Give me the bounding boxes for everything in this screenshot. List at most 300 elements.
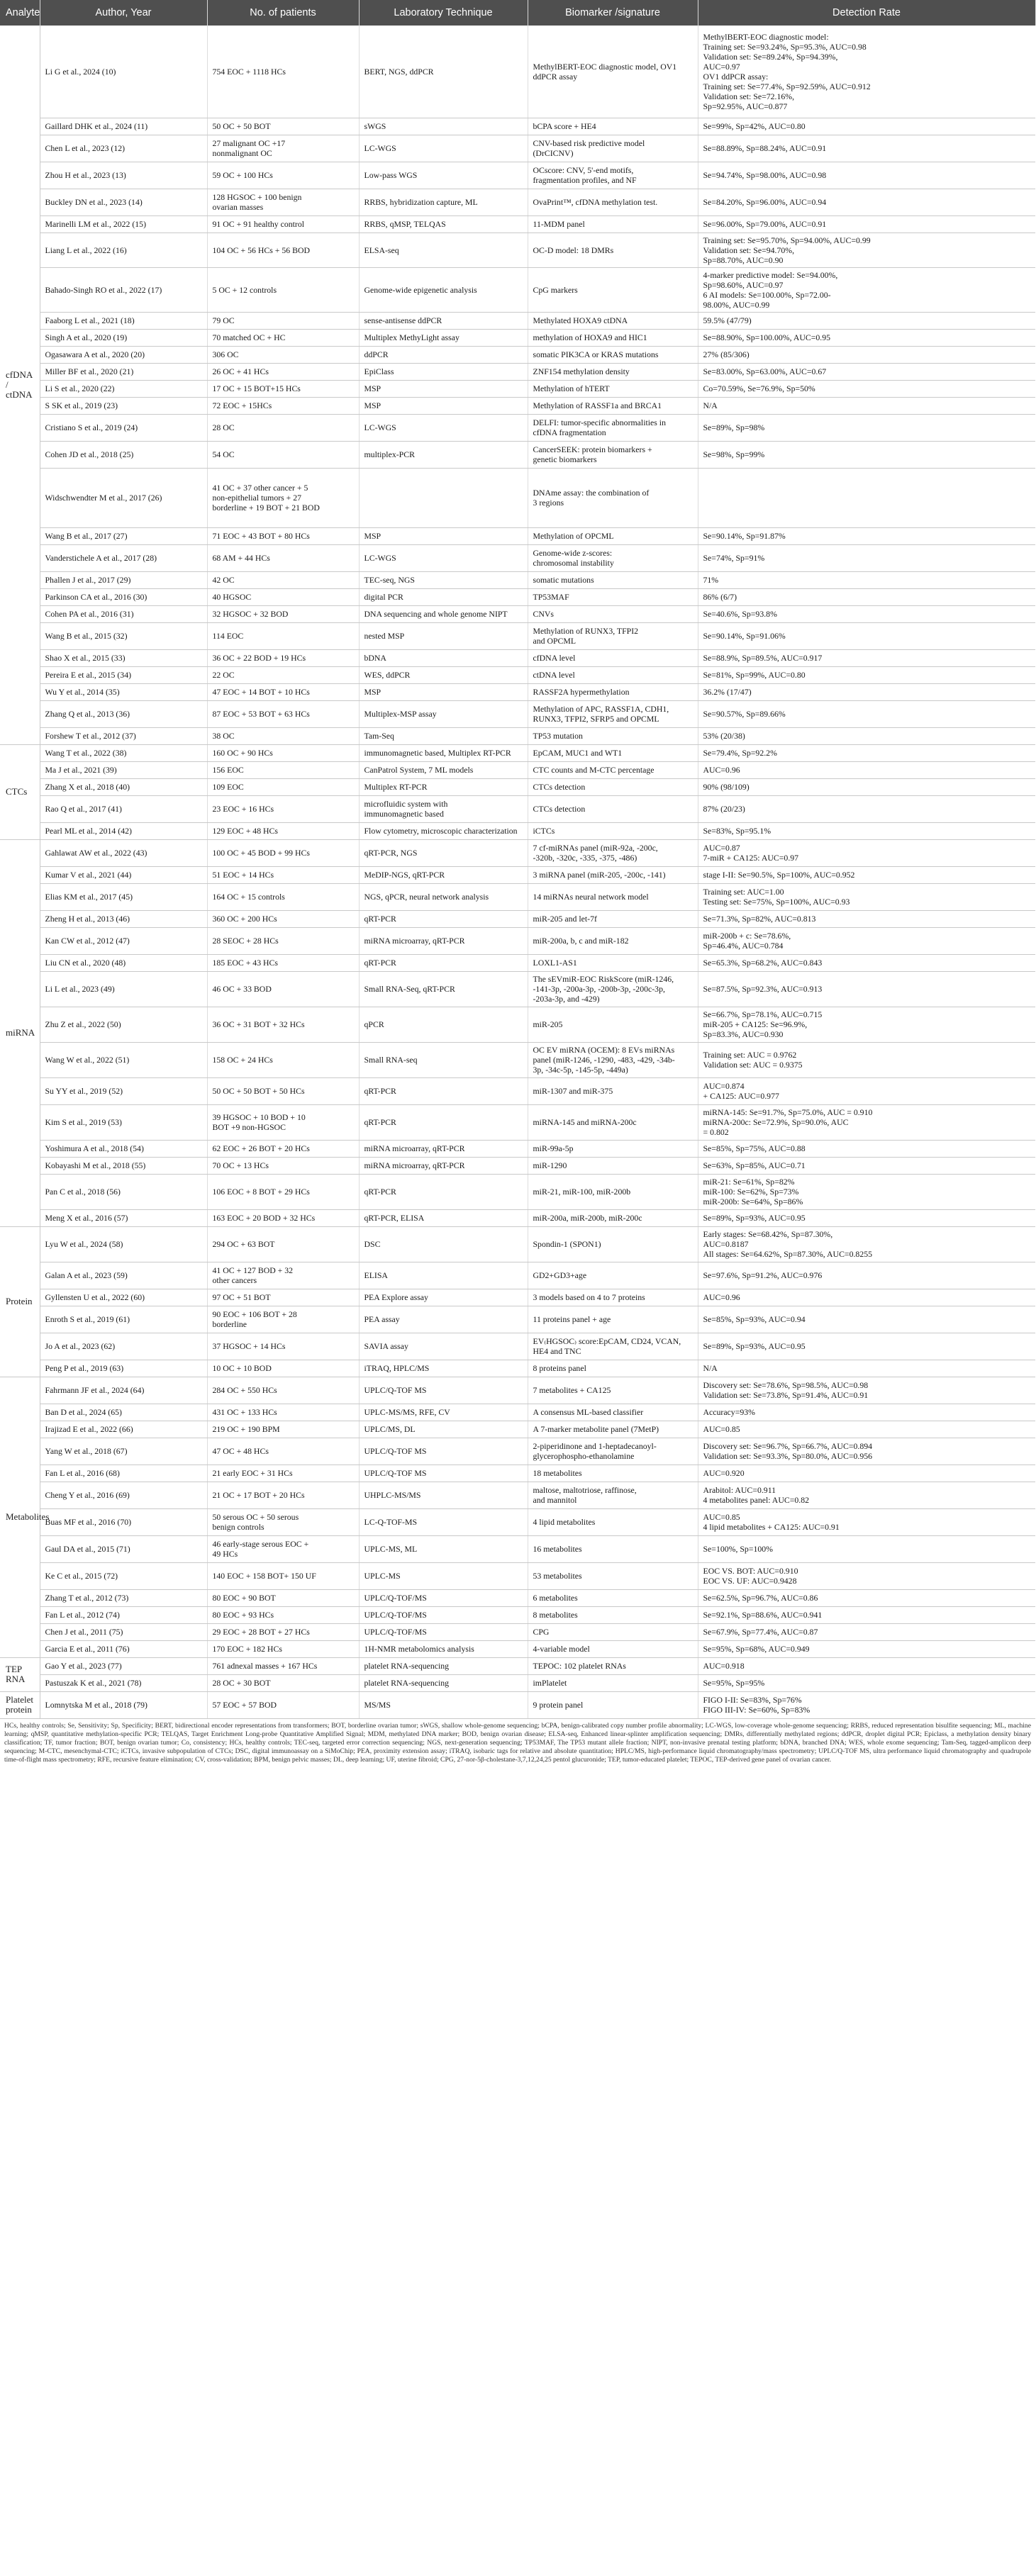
author-year-cell: Galan A et al., 2023 (59) — [40, 1262, 207, 1289]
author-year-cell: Fan L et al., 2016 (68) — [40, 1465, 207, 1482]
detection-rate-cell-line: Se=95%, Sp=68%, AUC=0.949 — [703, 1644, 810, 1654]
detection-rate-cell — [698, 1562, 1035, 1589]
author-year-cell: Kumar V et al., 2021 (44) — [40, 866, 207, 883]
patients-cell-line: 754 EOC + 1118 HCs — [212, 66, 286, 77]
patients-cell-line: 91 OC + 91 healthy control — [212, 219, 305, 229]
author-year-cell: Kobayashi M et al., 2018 (55) — [40, 1157, 207, 1174]
detection-rate-cell — [698, 441, 1035, 468]
detection-rate-cell — [698, 1404, 1035, 1421]
author-year-cell: Pastuszak K et al., 2021 (78) — [40, 1674, 207, 1691]
technique-cell — [359, 1377, 528, 1404]
detection-rate-cell-line: Se=88.90%, Sp=100.00%, AUC=0.95 — [703, 332, 831, 342]
detection-rate-cell-line: Discovery set: Se=78.6%, Sp=98.5%, AUC=0.98 — [703, 1380, 869, 1390]
detection-rate-cell-line: Se=97.6%, Sp=91.2%, AUC=0.976 — [703, 1270, 823, 1280]
technique-cell — [359, 1174, 528, 1209]
detection-rate-cell-line: Se=88.89%, Sp=88.24%, AUC=0.91 — [703, 143, 827, 153]
biomarker-cell — [528, 1042, 698, 1077]
technique-cell-line: miRNA microarray, qRT-PCR — [364, 936, 465, 946]
table-row — [0, 397, 1035, 414]
detection-rate-cell-line: Sp=46.4%, AUC=0.784 — [703, 941, 784, 951]
author-year-cell: Yoshimura A et al., 2018 (54) — [40, 1140, 207, 1157]
table-row — [0, 441, 1035, 468]
biomarker-cell-line: 2-piperidinone and 1-heptadecanoyl- — [533, 1441, 657, 1451]
patients-cell — [207, 1482, 359, 1508]
biomarker-cell-line: Methylation of RUNX3, TFPI2 — [533, 626, 639, 636]
biomarker-cell — [528, 397, 698, 414]
technique-cell-line: Small RNA-seq — [364, 1055, 418, 1065]
analyte-cell: Protein — [0, 1226, 40, 1377]
detection-rate-cell — [698, 135, 1035, 162]
technique-cell — [359, 1333, 528, 1360]
detection-rate-cell-line: Se=96.00%, Sp=79.00%, AUC=0.91 — [703, 219, 827, 229]
detection-rate-cell-line: Validation set: AUC = 0.9375 — [703, 1060, 803, 1070]
author-year-cell: Faaborg L et al., 2021 (18) — [40, 312, 207, 329]
author-year-cell: Zhang Q et al., 2013 (36) — [40, 700, 207, 727]
technique-cell-line: miRNA microarray, qRT-PCR — [364, 1160, 465, 1170]
biomarker-cell — [528, 1535, 698, 1562]
detection-rate-cell — [698, 954, 1035, 971]
patients-cell-line: 21 early EOC + 31 HCs — [212, 1468, 293, 1478]
biomarker-cell — [528, 1262, 698, 1289]
technique-cell — [359, 744, 528, 761]
table-row — [0, 1404, 1035, 1421]
detection-rate-cell-line: Training set: Se=95.70%, Sp=94.00%, AUC=0.99 — [703, 235, 871, 245]
patients-cell — [207, 649, 359, 666]
technique-cell — [359, 588, 528, 605]
detection-rate-cell-line: All stages: Se=64.62%, Sp=87.30%, AUC=0.8255 — [703, 1249, 873, 1259]
patients-cell — [207, 1535, 359, 1562]
biomarker-cell — [528, 1562, 698, 1589]
technique-cell-line: BERT, NGS, ddPCR — [364, 66, 434, 77]
biomarker-cell — [528, 414, 698, 441]
detection-rate-cell — [698, 1042, 1035, 1077]
technique-cell-line: UPLC/Q-TOF/MS — [364, 1610, 427, 1620]
table-row — [0, 1421, 1035, 1438]
biomarker-cell-line: 4-variable model — [533, 1644, 590, 1654]
technique-cell — [359, 1482, 528, 1508]
detection-rate-cell — [698, 1589, 1035, 1606]
detection-rate-cell-line: 36.2% (17/47) — [703, 687, 752, 697]
table-row — [0, 1691, 1035, 1718]
patients-cell-line: 36 OC + 31 BOT + 32 HCs — [212, 1019, 305, 1029]
biomarker-cell-line: DNAme assay: the combination of — [533, 488, 650, 498]
patients-cell-line: 36 OC + 22 BOD + 19 HCs — [212, 653, 306, 663]
patients-cell — [207, 1674, 359, 1691]
detection-rate-cell-line: FIGO III-IV: Se=60%, Sp=83% — [703, 1705, 811, 1715]
biomarker-cell — [528, 1691, 698, 1718]
biomarker-cell — [528, 605, 698, 622]
patients-cell-line: borderline — [212, 1319, 247, 1329]
biomarker-cell-line: miR-200a, b, c and miR-182 — [533, 936, 629, 946]
author-year-cell: Ke C et al., 2015 (72) — [40, 1562, 207, 1589]
biomarker-cell-line: somatic mutations — [533, 575, 594, 585]
technique-cell-line: platelet RNA-sequencing — [364, 1678, 450, 1688]
technique-cell — [359, 1226, 528, 1262]
patients-cell-line: 5 OC + 12 controls — [212, 284, 277, 295]
patients-cell — [207, 1209, 359, 1226]
patients-cell — [207, 1623, 359, 1640]
biomarker-cell-line: iCTCs — [533, 826, 555, 836]
detection-rate-cell-line: AUC=0.97 — [703, 61, 740, 72]
biomarker-cell — [528, 1404, 698, 1421]
biomarker-cell — [528, 1104, 698, 1140]
biomarker-cell — [528, 1226, 698, 1262]
technique-cell — [359, 1508, 528, 1535]
technique-cell — [359, 1289, 528, 1306]
technique-cell-line: UPLC-MS/MS, RFE, CV — [364, 1407, 450, 1417]
table-row — [0, 910, 1035, 927]
analyte-cell: miRNA — [0, 839, 40, 1226]
patients-cell — [207, 1226, 359, 1262]
header-patients: No. of patients — [207, 0, 359, 26]
technique-cell — [359, 1535, 528, 1562]
detection-rate-cell — [698, 1226, 1035, 1262]
biomarker-cell — [528, 527, 698, 544]
table-row — [0, 954, 1035, 971]
table-row — [0, 1606, 1035, 1623]
biomarker-cell-line: miR-1307 and miR-375 — [533, 1086, 613, 1096]
biomarker-cell — [528, 1140, 698, 1157]
detection-rate-cell-line: + CA125: AUC=0.977 — [703, 1091, 779, 1101]
patients-cell-line: 80 EOC + 93 HCs — [212, 1610, 274, 1620]
author-year-cell: Widschwendter M et al., 2017 (26) — [40, 468, 207, 527]
biomarker-cell — [528, 26, 698, 118]
author-year-cell: Su YY et al., 2019 (52) — [40, 1077, 207, 1104]
detection-rate-cell-line: Testing set: Se=75%, Sp=100%, AUC=0.93 — [703, 897, 850, 907]
author-year-cell: Zhang T et al., 2012 (73) — [40, 1589, 207, 1606]
biomarker-cell-line: and OPCML — [533, 636, 577, 646]
technique-cell — [359, 527, 528, 544]
biomarker-cell — [528, 1674, 698, 1691]
author-year-cell: S SK et al., 2019 (23) — [40, 397, 207, 414]
patients-cell — [207, 954, 359, 971]
patients-cell-line: 294 OC + 63 BOT — [212, 1239, 275, 1249]
patients-cell — [207, 839, 359, 866]
technique-cell — [359, 700, 528, 727]
patients-cell-line: 41 OC + 37 other cancer + 5 — [212, 483, 308, 493]
biomarker-cell — [528, 1482, 698, 1508]
author-year-cell: Ogasawara A et al., 2020 (20) — [40, 346, 207, 363]
patients-cell-line: 219 OC + 190 BPM — [212, 1424, 280, 1434]
detection-rate-cell — [698, 1438, 1035, 1465]
patients-cell — [207, 1333, 359, 1360]
patients-cell — [207, 441, 359, 468]
table-row — [0, 118, 1035, 135]
detection-rate-cell-line: AUC=0.85 — [703, 1424, 740, 1434]
technique-cell — [359, 267, 528, 312]
author-year-cell: Singh A et al., 2020 (19) — [40, 329, 207, 346]
technique-cell-line: ELSA-seq — [364, 245, 399, 255]
technique-cell-line: NGS, qPCR, neural network analysis — [364, 892, 489, 902]
technique-cell — [359, 1691, 528, 1718]
author-year-cell: Marinelli LM et al., 2022 (15) — [40, 215, 207, 233]
technique-cell — [359, 397, 528, 414]
patients-cell — [207, 329, 359, 346]
technique-cell — [359, 544, 528, 571]
patients-cell — [207, 1077, 359, 1104]
author-year-cell: Pereira E et al., 2015 (34) — [40, 666, 207, 683]
technique-cell — [359, 683, 528, 700]
biomarker-cell — [528, 1465, 698, 1482]
detection-rate-cell-line: AUC=0.918 — [703, 1661, 745, 1671]
author-year-cell: Ma J et al., 2021 (39) — [40, 761, 207, 778]
patients-cell — [207, 1404, 359, 1421]
biomarker-cell-line: 18 metabolites — [533, 1468, 582, 1478]
detection-rate-cell-line: AUC=0.920 — [703, 1468, 745, 1478]
technique-cell — [359, 1623, 528, 1640]
analyte-cell: Platelet protein — [0, 1691, 40, 1718]
table-row — [0, 329, 1035, 346]
biomarker-cell-line: panel (miR-1246, -1290, -483, -429, -34b- — [533, 1055, 675, 1065]
header-author-year: Author, Year — [40, 0, 207, 26]
patients-cell-line: 170 EOC + 182 HCs — [212, 1644, 282, 1654]
biomarker-cell — [528, 380, 698, 397]
detection-rate-cell-line: Se=95%, Sp=95% — [703, 1678, 765, 1688]
detection-rate-cell-line: Validation set: Se=93.3%, Sp=80.0%, AUC=0.956 — [703, 1451, 873, 1461]
table-row — [0, 1589, 1035, 1606]
author-year-cell: Wang W et al., 2022 (51) — [40, 1042, 207, 1077]
table-row — [0, 1360, 1035, 1377]
patients-cell — [207, 571, 359, 588]
biomarker-cell-line: TP53 mutation — [533, 731, 583, 741]
author-year-cell: Irajizad E et al., 2022 (66) — [40, 1421, 207, 1438]
detection-rate-cell-line: Se=85%, Sp=93%, AUC=0.94 — [703, 1314, 806, 1324]
detection-rate-cell-line: 6 AI models: Se=100.00%, Sp=72.00- — [703, 289, 831, 300]
technique-cell — [359, 189, 528, 215]
biomarker-cell-line: 3 miRNA panel (miR-205, -200c, -141) — [533, 870, 666, 880]
biomarker-cell-line: imPlatelet — [533, 1678, 567, 1688]
detection-rate-cell — [698, 1482, 1035, 1508]
detection-rate-cell — [698, 866, 1035, 883]
patients-cell — [207, 883, 359, 910]
technique-cell — [359, 162, 528, 189]
patients-cell — [207, 1042, 359, 1077]
biomarker-cell — [528, 1508, 698, 1535]
detection-rate-cell-line: Accuracy=93% — [703, 1407, 755, 1417]
patients-cell — [207, 588, 359, 605]
detection-rate-cell — [698, 233, 1035, 267]
detection-rate-cell — [698, 971, 1035, 1007]
patients-cell — [207, 1589, 359, 1606]
table-row — [0, 1377, 1035, 1404]
detection-rate-cell-line: Se=83.00%, Sp=63.00%, AUC=0.67 — [703, 366, 827, 376]
detection-rate-cell-line: Se=62.5%, Sp=96.7%, AUC=0.86 — [703, 1593, 818, 1603]
table-row — [0, 1562, 1035, 1589]
technique-cell — [359, 1589, 528, 1606]
biomarker-cell — [528, 215, 698, 233]
patients-cell — [207, 312, 359, 329]
patients-cell — [207, 1657, 359, 1674]
biomarker-cell-line: OCscore: CNV, 5'-end motifs, — [533, 165, 634, 175]
detection-rate-cell-line: Early stages: Se=68.42%, Sp=87.30%, — [703, 1229, 833, 1239]
detection-rate-cell-line: Discovery set: Se=96.7%, Sp=66.7%, AUC=0.894 — [703, 1441, 873, 1451]
patients-cell — [207, 397, 359, 414]
table-row — [0, 683, 1035, 700]
biomarker-cell — [528, 1209, 698, 1226]
detection-rate-cell — [698, 927, 1035, 954]
detection-rate-cell-line: Se=81%, Sp=99%, AUC=0.80 — [703, 670, 806, 680]
detection-rate-cell-line: 86% (6/7) — [703, 592, 737, 602]
patients-cell-line: 761 adnexal masses + 167 HCs — [212, 1661, 318, 1671]
patients-cell-line: 50 serous OC + 50 serous — [212, 1512, 299, 1522]
biomarker-cell — [528, 189, 698, 215]
biomarker-cell-line: EV₍HGSOC₎ score:EpCAM, CD24, VCAN, — [533, 1336, 681, 1346]
technique-cell-line: qPCR — [364, 1019, 384, 1029]
biomarker-cell-line: somatic PIK3CA or KRAS mutations — [533, 349, 659, 359]
table-row — [0, 1306, 1035, 1333]
patients-cell-line: benign controls — [212, 1522, 264, 1532]
biomarker-cell — [528, 744, 698, 761]
patients-cell-line: 32 HGSOC + 32 BOD — [212, 609, 289, 619]
author-year-cell: Elias KM et al., 2017 (45) — [40, 883, 207, 910]
table-row — [0, 1657, 1035, 1674]
patients-cell-line: 46 OC + 33 BOD — [212, 984, 272, 994]
biomarker-cell-line: miR-205 and let-7f — [533, 914, 597, 924]
detection-rate-cell-line: Se=92.1%, Sp=88.6%, AUC=0.941 — [703, 1610, 823, 1620]
technique-cell-line: 1H-NMR metabolomics analysis — [364, 1644, 474, 1654]
detection-rate-cell — [698, 1508, 1035, 1535]
analyte-cell: Metabolites — [0, 1377, 40, 1657]
patients-cell-line: 70 OC + 13 HCs — [212, 1160, 269, 1170]
technique-cell-line: multiplex-PCR — [364, 449, 415, 459]
detection-rate-cell — [698, 1262, 1035, 1289]
author-year-cell: Peng P et al., 2019 (63) — [40, 1360, 207, 1377]
biomarker-cell — [528, 1360, 698, 1377]
table-row — [0, 380, 1035, 397]
biomarker-cell — [528, 954, 698, 971]
technique-cell-line: qRT-PCR — [364, 914, 396, 924]
patients-cell-line: 72 EOC + 15HCs — [212, 401, 272, 410]
table-row — [0, 233, 1035, 267]
table-row — [0, 927, 1035, 954]
patients-cell — [207, 414, 359, 441]
table-row — [0, 1508, 1035, 1535]
technique-cell-line: MS/MS — [364, 1700, 391, 1710]
table-row — [0, 795, 1035, 822]
biomarker-cell — [528, 135, 698, 162]
detection-rate-cell-line: Se=99%, Sp=42%, AUC=0.80 — [703, 121, 806, 131]
biomarker-cell — [528, 544, 698, 571]
biomarker-cell — [528, 1589, 698, 1606]
patients-cell — [207, 118, 359, 135]
detection-rate-cell-line: 27% (85/306) — [703, 349, 750, 359]
detection-rate-cell — [698, 910, 1035, 927]
technique-cell-line: UPLC/Q-TOF/MS — [364, 1627, 427, 1637]
detection-rate-cell — [698, 1333, 1035, 1360]
table-row — [0, 1077, 1035, 1104]
technique-cell-line: PEA Explore assay — [364, 1292, 428, 1302]
technique-cell — [359, 839, 528, 866]
author-year-cell: Lomnytska M et al., 2018 (79) — [40, 1691, 207, 1718]
table-row — [0, 267, 1035, 312]
patients-cell — [207, 761, 359, 778]
technique-cell — [359, 1007, 528, 1042]
patients-cell-line: 128 HGSOC + 100 benign — [212, 192, 302, 202]
patients-cell — [207, 683, 359, 700]
biomarker-cell-line: OvaPrint™, cfDNA methylation test. — [533, 197, 658, 207]
patients-cell — [207, 1438, 359, 1465]
author-year-cell: Wang T et al., 2022 (38) — [40, 744, 207, 761]
patients-cell — [207, 1691, 359, 1718]
detection-rate-cell-line: miRNA-200c: Se=72.9%, Sp=90.0%, AUC — [703, 1117, 849, 1127]
detection-rate-cell — [698, 189, 1035, 215]
table-row — [0, 1226, 1035, 1262]
biomarker-cell-line: 4 lipid metabolites — [533, 1517, 596, 1527]
technique-cell — [359, 1657, 528, 1674]
technique-cell — [359, 927, 528, 954]
patients-cell-line: 29 EOC + 28 BOT + 27 HCs — [212, 1627, 310, 1637]
biomarker-cell-line: HE4 and TNC — [533, 1346, 581, 1356]
detection-rate-cell-line: AUC=0.96 — [703, 765, 740, 775]
detection-rate-cell-line: Se=89%, Sp=93%, AUC=0.95 — [703, 1341, 806, 1351]
table-row — [0, 468, 1035, 527]
technique-cell-line: qRT-PCR — [364, 1187, 396, 1197]
patients-cell-line: 26 OC + 41 HCs — [212, 366, 269, 376]
detection-rate-cell-line: AUC=0.874 — [703, 1081, 745, 1091]
table-row — [0, 1157, 1035, 1174]
patients-cell — [207, 527, 359, 544]
abbreviations-legend: HCs, healthy controls; Se, Sensitivity; Sp, Specificity; BERT, bidirectional encoder representations from transformers; BOT, borderline ovarian tumor; sWGS, shallow whole-genome sequencing; bCPA, benign-calibrated copy number profile abnormality; LC-WGS, low-coverage whole-genome sequencing; RRBS, reduced representation bisulfite sequencing; ML, machine learning; qMSP, quantitative methylation-specific PCR; TELQAS, Target Enrichment Long-probe Quantitative Amplified Signal; MDM, methylated DNA marker; BOD, benign ovarian disease; ELSA-seq, Enhanced linear-splinter amplification sequencing; DMRs, differentially methylated regions; ddPCR, droplet digital PCR; Epiclass, a methylation density binary classification; TF, tumor fraction; BOT, benign ovarian tumor; Co, consistency; HCs, healthy controls; TEC-seq, targeted error correction sequencing; NGS, next-generation sequencing; TP53MAF, The TP53 mutant allele fraction; NIPT, non-invasive prenatal testing platform; bDNA, branched DNA; WES, whole exome sequencing; Tam-Seq, tagged-amplicon deep sequencing; M-CTC, mesenchymal-CTC; iCTCs, invasive subpopulation of CTCs; DSC, digital immunoassay on a SiMoChip; PEA, proximity extension assay; iTRAQ, isobaric tags for relative and absolute quantitation; HPLC/MS, high-performance liquid chromatography/mass spectrometry; UPLC/Q-TOF MS, ultra performance liquid chromatography and quadrupole time-of-flight mass spectrometry; RFE, recursive feature elimination; CV, cross-validation; BPM, benign pelvic masses; DL, deep learning; UF, uterine fibroid; CPG, 27-nor-5β-cholestane-3,7,12,24,25 pentol glucuronide; TEP, tumor-educated platelet; TEPOC, TEP-derived gene panel of ovarian cancer. — [4, 1721, 1031, 1764]
table-row — [0, 761, 1035, 778]
author-year-cell: Miller BF et al., 2020 (21) — [40, 363, 207, 380]
biomarker-cell — [528, 927, 698, 954]
biomarker-cell-line: miR-99a-5p — [533, 1143, 574, 1153]
technique-cell — [359, 883, 528, 910]
detection-rate-cell-line: 98.00%, AUC=0.99 — [703, 299, 770, 310]
technique-cell-line: platelet RNA-sequencing — [364, 1661, 450, 1671]
detection-rate-cell-line: 59.5% (47/79) — [703, 315, 752, 325]
table-row — [0, 1535, 1035, 1562]
technique-cell — [359, 468, 528, 527]
technique-cell — [359, 761, 528, 778]
biomarker-cell-line: miR-200a, miR-200b, miR-200c — [533, 1213, 642, 1223]
patients-cell-line: 40 HGSOC — [212, 592, 252, 602]
table-row — [0, 1104, 1035, 1140]
technique-cell-line: qRT-PCR — [364, 1117, 396, 1127]
patients-cell-line: 62 EOC + 26 BOT + 20 HCs — [212, 1143, 310, 1153]
technique-cell — [359, 1562, 528, 1589]
detection-rate-cell — [698, 1007, 1035, 1042]
biomarker-cell-line: 14 miRNAs neural network model — [533, 892, 649, 902]
detection-rate-cell-line: Sp=92.95%, AUC=0.877 — [703, 101, 788, 111]
biomarker-cell — [528, 441, 698, 468]
patients-cell — [207, 1360, 359, 1377]
table-row — [0, 622, 1035, 649]
table-row — [0, 1482, 1035, 1508]
patients-cell-line: 164 OC + 15 controls — [212, 892, 285, 902]
biomarker-cell-line: CTC counts and M-CTC percentage — [533, 765, 655, 775]
technique-cell-line: iTRAQ, HPLC/MS — [364, 1363, 430, 1373]
table-row — [0, 312, 1035, 329]
patients-cell-line: 50 OC + 50 BOT — [212, 121, 271, 131]
author-year-cell: Garcia E et al., 2011 (76) — [40, 1640, 207, 1657]
author-year-cell: Gahlawat AW et al., 2022 (43) — [40, 839, 207, 866]
detection-rate-cell — [698, 744, 1035, 761]
technique-cell-line: bDNA — [364, 653, 386, 663]
technique-cell-line: nested MSP — [364, 631, 405, 641]
table-row — [0, 189, 1035, 215]
biomarker-cell-line: -141-3p, -200a-3p, -200b-3p, -200c-3p, — [533, 984, 665, 994]
biomarker-cell — [528, 1623, 698, 1640]
patients-cell-line: 140 EOC + 158 BOT+ 150 UF — [212, 1571, 316, 1581]
biomarker-cell-line: 8 proteins panel — [533, 1363, 586, 1373]
detection-rate-cell — [698, 1606, 1035, 1623]
table-row — [0, 1640, 1035, 1657]
biomarker-cell — [528, 1157, 698, 1174]
table-row — [0, 666, 1035, 683]
detection-rate-cell — [698, 727, 1035, 744]
table-row — [0, 544, 1035, 571]
